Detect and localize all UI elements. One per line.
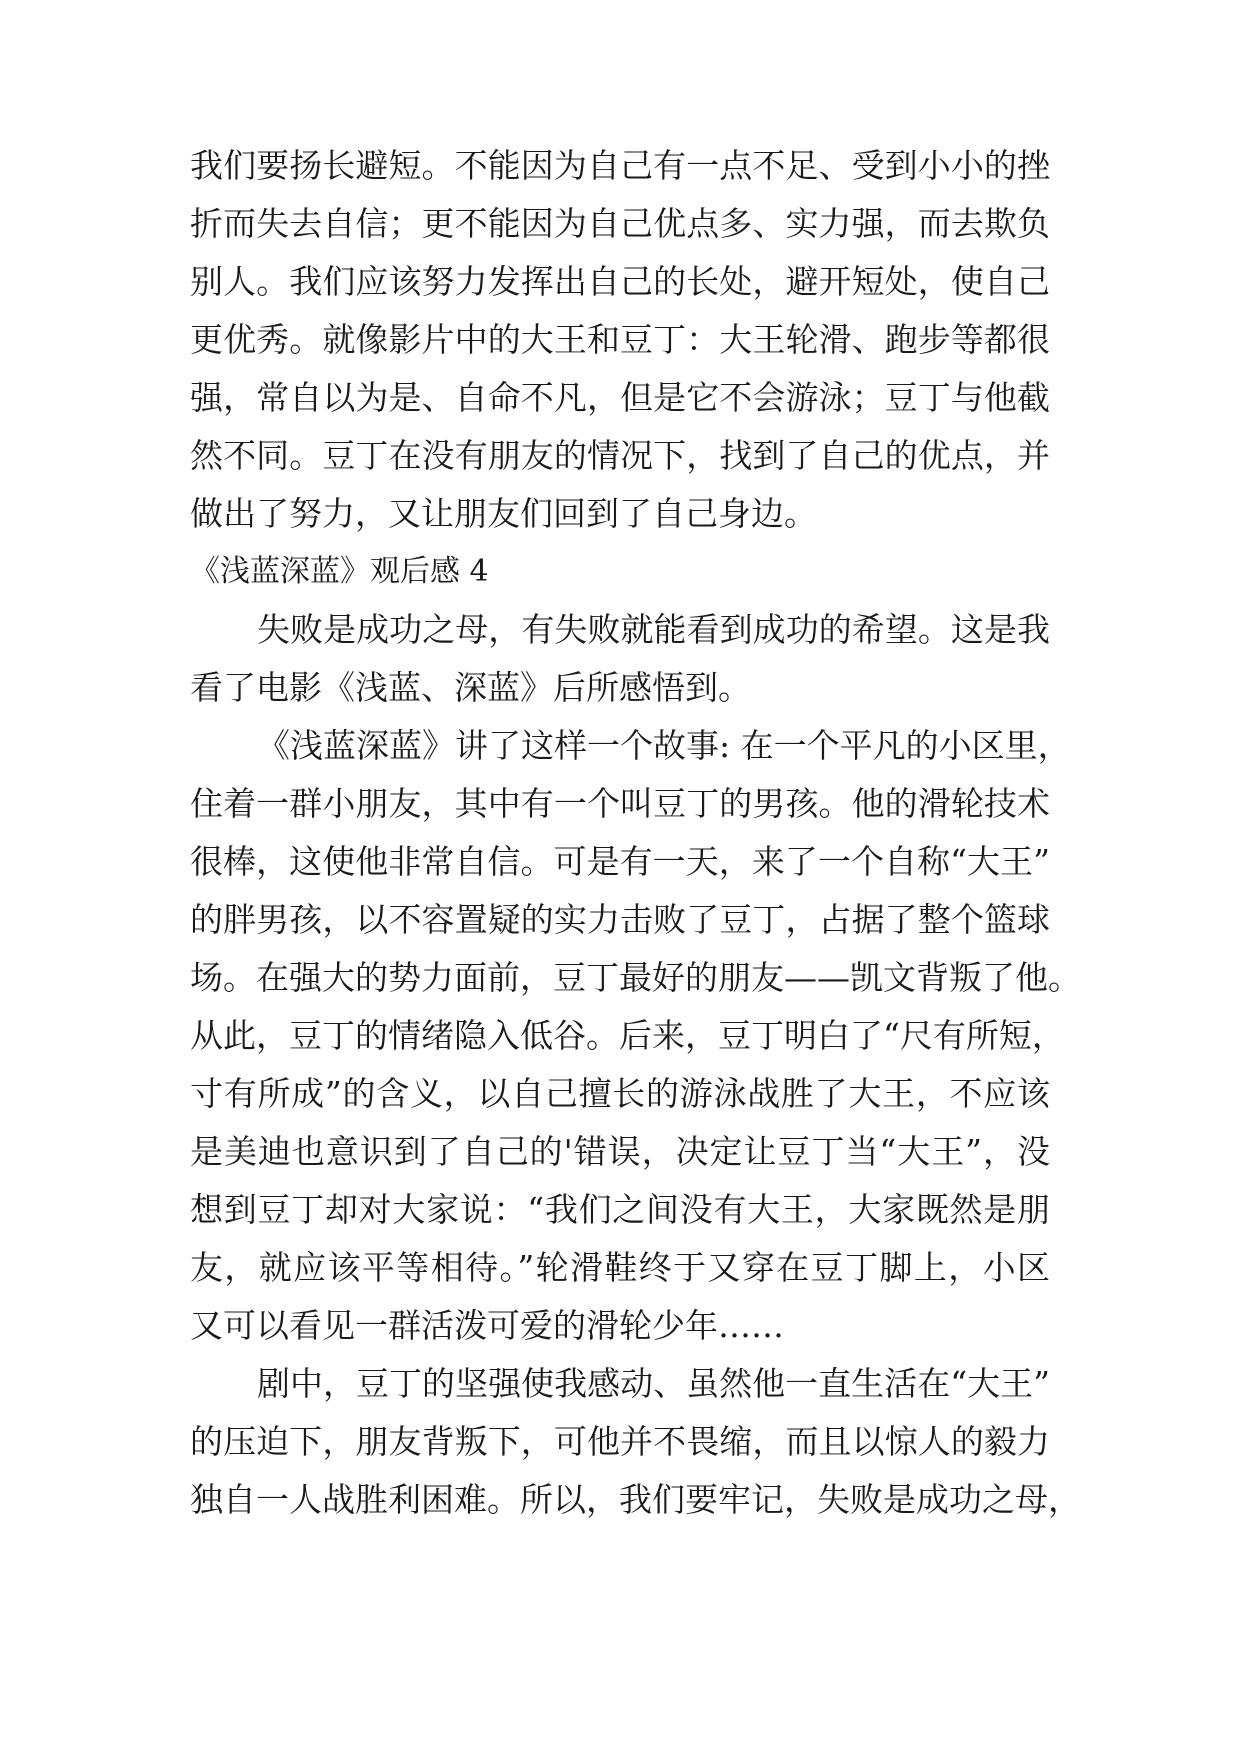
paragraph2-line-2: 看了电影《浅蓝、深蓝》后所感悟到。 xyxy=(190,668,751,707)
paragraph3-line-3: 很棒，这使他非常自信。可是有一天，来了一个自称“大王” xyxy=(190,842,1050,881)
paragraph2-line-1: 失败是成功之母，有失败就能看到成功的希望。这是我 xyxy=(257,610,1050,649)
paragraph3-line-4: 的胖男孩，以不容置疑的实力击败了豆丁，占据了整个篮球 xyxy=(190,900,1050,939)
paragraph1-line-1: 我们要扬长避短。不能因为自己有一点不足、受到小小的挫 xyxy=(190,146,1050,185)
paragraph3-line-5: 场。在强大的势力面前，豆丁最好的朋友——凯文背叛了他。 xyxy=(190,958,1081,997)
paragraph3-line-1: 《浅蓝深蓝》讲了这样一个故事: 在一个平凡的小区里， xyxy=(257,726,1071,765)
paragraph4-line-3: 独自一人战胜利困难。所以，我们要牢记，失败是成功之母， xyxy=(190,1480,1081,1519)
paragraph1-line-4: 更优秀。就像影片中的大王和豆丁：大王轮滑、跑步等都很 xyxy=(190,320,1050,359)
paragraph1-line-7: 做出了努力，又让朋友们回到了自己身边。 xyxy=(190,494,817,533)
paragraph1-line-6: 然不同。豆丁在没有朋友的情况下，找到了自己的优点，并 xyxy=(190,436,1050,475)
paragraph3-line-2: 住着一群小朋友，其中有一个叫豆丁的男孩。他的滑轮技术 xyxy=(190,784,1050,823)
paragraph3-line-6: 从此，豆丁的情绪隐入低谷。后来，豆丁明白了“尺有所短， xyxy=(190,1016,1065,1055)
paragraph1-line-2: 折而失去自信；更不能因为自己优点多、实力强，而去欺负 xyxy=(190,204,1050,243)
paragraph3-line-8: 是美迪也意识到了自己的'错误，决定让豆丁当“大王”，没 xyxy=(190,1132,1050,1171)
paragraph3-line-7: 寸有所成”的含义，以自己擅长的游泳战胜了大王，不应该 xyxy=(190,1074,1050,1113)
paragraph4-line-2: 的压迫下，朋友背叛下，可他并不畏缩，而且以惊人的毅力 xyxy=(190,1422,1050,1461)
paragraph3-line-10: 友，就应该平等相待。”轮滑鞋终于又穿在豆丁脚上，小区 xyxy=(190,1248,1050,1287)
paragraph1-line-5: 强，常自以为是、自命不凡，但是它不会游泳；豆丁与他截 xyxy=(190,378,1050,417)
section-heading: 《浅蓝深蓝》观后感 4 xyxy=(190,554,489,589)
paragraph3-line-11: 又可以看见一群活泼可爱的滑轮少年…… xyxy=(190,1306,784,1345)
paragraph3-line-9: 想到豆丁却对大家说：“我们之间没有大王，大家既然是朋 xyxy=(190,1190,1050,1229)
paragraph4-line-1: 剧中，豆丁的坚强使我感动、虽然他一直生活在“大王” xyxy=(257,1364,1050,1403)
paragraph1-line-3: 别人。我们应该努力发挥出自己的长处，避开短处，使自己 xyxy=(190,262,1050,301)
